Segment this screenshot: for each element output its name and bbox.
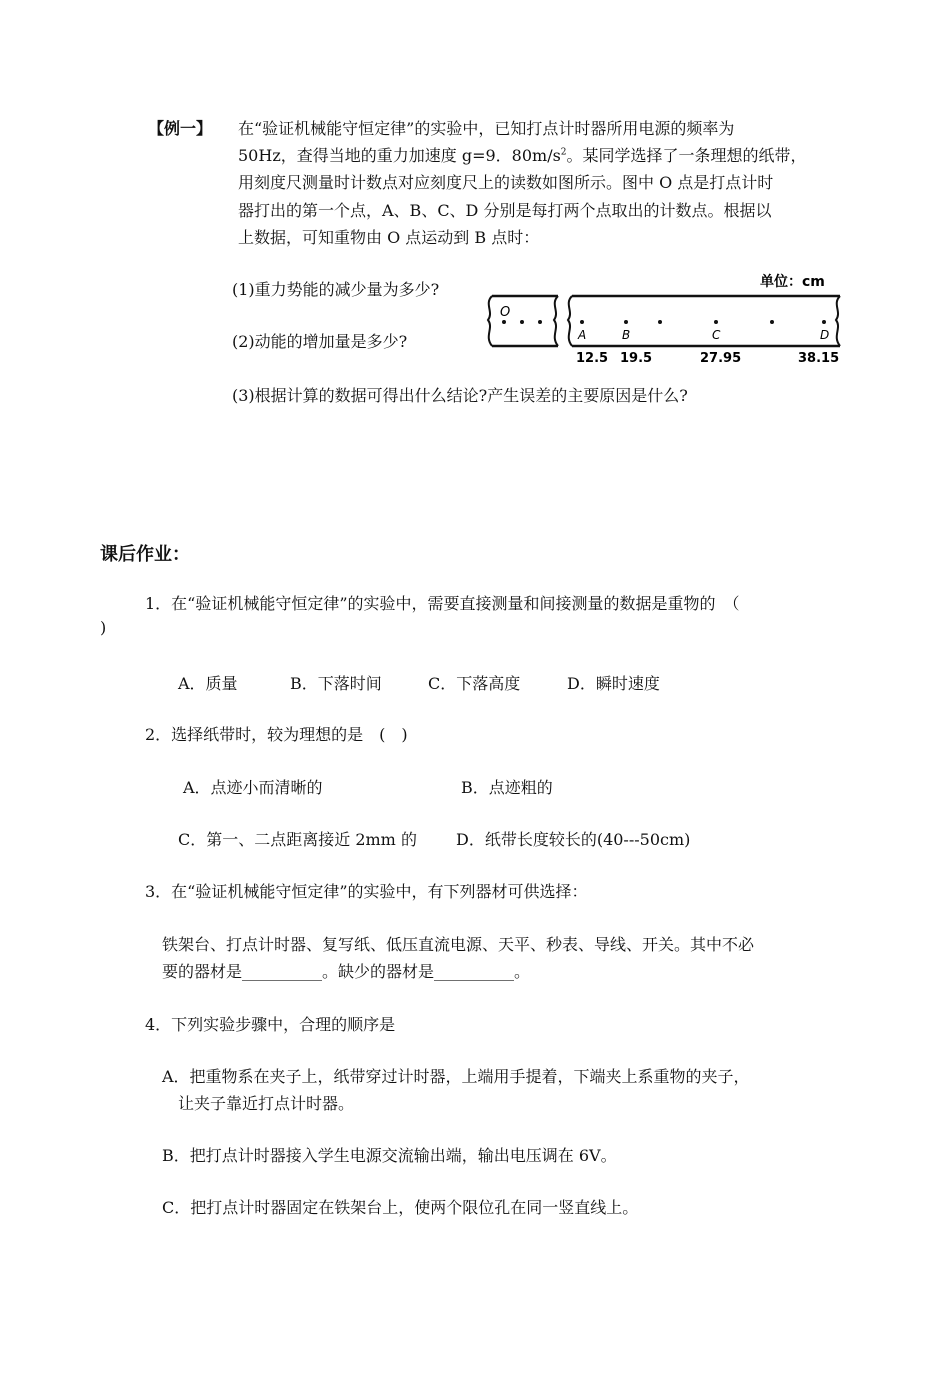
example-line-1: 在“验证机械能守恒定律”的实验中，已知打点计时器所用电源的频率为 [238,119,735,138]
q4-stem: 4．下列实验步骤中，合理的顺序是 [145,1015,396,1034]
tape-left-break [488,296,492,346]
reading-d: 38.15 [798,351,840,366]
point-o-label: O [500,305,511,320]
q2-option-a: A．点迹小而清晰的 [183,778,323,797]
reading-b: 19.5 [620,351,653,366]
dot-between-b-c [658,320,662,324]
dot-o [502,320,506,324]
tape-right-break-2 [836,296,840,346]
q1-option-c: C．下落高度 [428,674,521,693]
dot-o-1 [520,320,524,324]
tape-left-break-2 [554,296,558,346]
q1-stem: 1．在“验证机械能守恒定律”的实验中，需要直接测量和间接测量的数据是重物的 （ [145,594,740,613]
dot-between-c-d [770,320,774,324]
q1-option-a: A．质量 [178,674,238,693]
point-d-label: D [820,328,830,342]
q1-stem-end: ) [100,618,107,637]
example-line-2-tail: 。某同学选择了一条理想的纸带， [566,146,807,165]
q3-line-1: 铁架台、打点计时器、复写纸、低压直流电源、天平、秒表、导线、开关。其中不必 [162,935,755,954]
dot-b [624,320,628,324]
q1-option-b: B．下落时间 [290,674,382,693]
point-a-label: A [578,328,587,342]
reading-a: 12.5 [576,351,609,366]
q2-option-d: D．纸带长度较长的(40---50cm) [456,830,691,849]
point-b-label: B [622,328,631,342]
point-c-label: C [712,328,721,342]
q4-step-a-line-2: 让夹子靠近打点计时器。 [178,1094,355,1113]
example-line-3: 用刻度尺测量时计数点对应刻度尺上的读数如图所示。图中 O 点是打点计时 [238,173,774,192]
example-line-2-sup: 2 [560,147,567,158]
q2-stem: 2．选择纸带时，较为理想的是 ( ) [145,725,408,744]
example-question-3: (3)根据计算的数据可得出什么结论?产生误差的主要原因是什么? [232,386,688,405]
example-line-5: 上数据，可知重物由 O 点运动到 B 点时： [238,228,540,247]
dot-o-2 [538,320,542,324]
q3-line-2: 要的器材是__________。缺少的器材是__________。 [162,962,531,981]
dot-c [714,320,718,324]
unit-label: 单位：cm [760,274,825,290]
q4-step-c: C．把打点计时器固定在铁架台上，使两个限位孔在同一竖直线上。 [162,1198,639,1217]
example-tag: 【例一】 [148,119,213,138]
homework-heading: 课后作业： [100,544,190,565]
dot-d [822,320,826,324]
q1-option-d: D．瞬时速度 [567,674,660,693]
dot-a [580,320,584,324]
q2-option-b: B．点迹粗的 [461,778,553,797]
example-line-4: 器打出的第一个点，A、B、C、D 分别是每打两个点取出的计数点。根据以 [238,201,772,220]
example-question-2: (2)动能的增加量是多少? [232,332,408,351]
reading-c: 27.95 [700,351,742,366]
tape-right-break [568,296,572,346]
q4-step-a-line-1: A．把重物系在夹子上，纸带穿过计时器，上端用手提着，下端夹上系重物的夹子， [162,1067,750,1086]
q3-stem: 3．在“验证机械能守恒定律”的实验中，有下列器材可供选择： [145,882,588,901]
example-line-2 [238,143,807,166]
q4-step-b: B．把打点计时器接入学生电源交流输出端，输出电压调在 6V。 [162,1146,617,1165]
example-line-2-text: 50Hz，查得当地的重力加速度 g=9．80m/s [238,146,561,165]
paper-tape-figure [480,268,850,368]
example-question-1: (1)重力势能的减少量为多少? [232,280,440,299]
q2-option-c: C．第一、二点距离接近 2mm 的 [178,830,417,849]
